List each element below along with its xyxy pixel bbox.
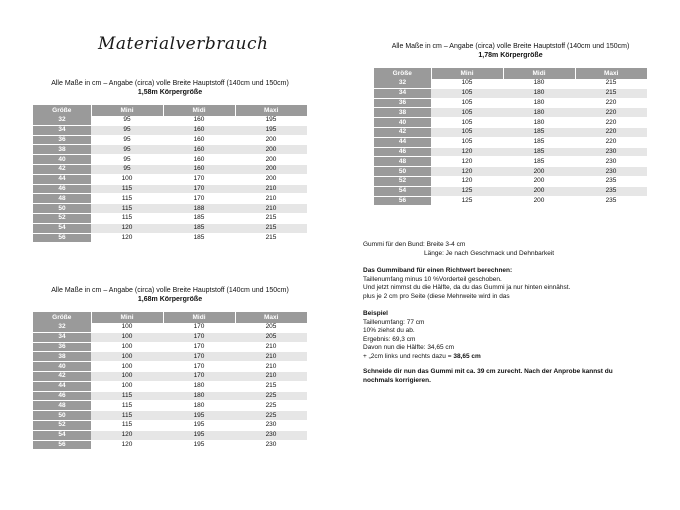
size-cell: 34 <box>33 332 91 342</box>
value-cell: 210 <box>235 362 307 372</box>
table-row <box>374 176 647 186</box>
value-cell: 200 <box>235 174 307 184</box>
value-cell: 170 <box>163 332 235 342</box>
value-cell: 195 <box>235 125 307 135</box>
example-result-prefix: + „2cm links und rechts dazu = <box>363 352 454 360</box>
table-block-158 <box>33 79 307 243</box>
table-row <box>33 323 307 332</box>
table-row <box>33 174 307 184</box>
value-cell: 185 <box>503 157 575 167</box>
size-cell: 38 <box>33 352 91 362</box>
size-cell: 50 <box>33 411 91 421</box>
value-cell: 120 <box>431 167 503 177</box>
value-cell: 105 <box>431 127 503 137</box>
table-row <box>374 108 647 118</box>
value-cell: 215 <box>235 233 307 243</box>
value-cell: 105 <box>431 79 503 88</box>
size-cell: 48 <box>374 157 431 167</box>
value-cell: 100 <box>91 174 163 184</box>
value-cell: 210 <box>235 352 307 362</box>
table-caption <box>374 42 647 60</box>
table-row <box>33 352 307 362</box>
value-cell: 195 <box>235 116 307 125</box>
table-row <box>374 127 647 137</box>
table-row <box>374 157 647 167</box>
column-header: Midi <box>163 105 235 116</box>
value-cell: 100 <box>91 381 163 391</box>
value-cell: 215 <box>575 79 647 88</box>
value-cell: 105 <box>431 88 503 98</box>
size-cell: 38 <box>374 108 431 118</box>
value-cell: 220 <box>575 137 647 147</box>
value-cell: 220 <box>575 127 647 137</box>
value-cell: 120 <box>431 176 503 186</box>
value-cell: 230 <box>575 147 647 157</box>
size-cell: 40 <box>33 155 91 165</box>
table-row <box>33 381 307 391</box>
value-cell: 230 <box>235 430 307 440</box>
value-cell: 170 <box>163 362 235 372</box>
size-cell: 56 <box>33 233 91 243</box>
example-line: Taillenumfang: 77 cm <box>363 318 425 326</box>
value-cell: 180 <box>163 401 235 411</box>
size-cell: 42 <box>374 127 431 137</box>
column-header: Größe <box>33 105 91 116</box>
value-cell: 185 <box>163 213 235 223</box>
value-cell: 100 <box>91 362 163 372</box>
value-cell: 180 <box>503 108 575 118</box>
value-cell: 230 <box>575 167 647 177</box>
size-cell: 52 <box>33 213 91 223</box>
header-row <box>33 312 307 323</box>
value-cell: 185 <box>163 223 235 233</box>
header-row <box>33 105 307 116</box>
table-row <box>374 88 647 98</box>
size-cell: 36 <box>33 135 91 145</box>
value-cell: 170 <box>163 342 235 352</box>
table-row <box>33 116 307 125</box>
calc-heading: Das Gummiband für einen Richtwert berechnen: <box>363 267 513 274</box>
table-row <box>33 223 307 233</box>
column-header: Mini <box>91 105 163 116</box>
value-cell: 120 <box>431 157 503 167</box>
gummi-width-text: Gummi für den Bund: Breite 3-4 cm <box>363 241 466 248</box>
value-cell: 100 <box>91 332 163 342</box>
value-cell: 105 <box>431 108 503 118</box>
table-row <box>33 401 307 411</box>
value-cell: 230 <box>575 157 647 167</box>
value-cell: 115 <box>91 401 163 411</box>
table-row <box>33 332 307 342</box>
size-cell: 44 <box>33 174 91 184</box>
caption-text: Alle Maße in cm – Angabe (circa) volle Breite Hauptstoff (140cm und 150cm) <box>51 287 289 294</box>
column-header: Mini <box>431 68 503 79</box>
value-cell: 125 <box>431 196 503 206</box>
value-cell: 105 <box>431 118 503 128</box>
table-body <box>374 79 647 206</box>
size-table <box>33 105 307 243</box>
calc-line: Taillenumfang minus 10 %Vorderteil geschoben. <box>363 275 502 283</box>
table-row <box>374 137 647 147</box>
value-cell: 195 <box>163 440 235 450</box>
table-row <box>374 186 647 196</box>
table-row <box>33 391 307 401</box>
value-cell: 100 <box>91 323 163 332</box>
height-label: 1,78m Körpergröße <box>478 52 543 59</box>
table-row <box>33 411 307 421</box>
value-cell: 230 <box>235 420 307 430</box>
value-cell: 100 <box>91 352 163 362</box>
final-note: nochmals korrigieren. <box>363 376 431 384</box>
table-row <box>374 147 647 157</box>
value-cell: 200 <box>503 196 575 206</box>
table-row <box>33 430 307 440</box>
table-row <box>33 194 307 204</box>
value-cell: 105 <box>431 98 503 108</box>
value-cell: 195 <box>163 420 235 430</box>
value-cell: 115 <box>91 204 163 214</box>
table-row <box>33 233 307 243</box>
value-cell: 205 <box>235 323 307 332</box>
table-row <box>33 440 307 450</box>
table-row <box>33 125 307 135</box>
value-cell: 115 <box>91 194 163 204</box>
value-cell: 115 <box>91 391 163 401</box>
table-row <box>33 371 307 381</box>
size-cell: 44 <box>33 381 91 391</box>
example-line: 10% ziehst du ab. <box>363 327 415 334</box>
value-cell: 170 <box>163 323 235 332</box>
example-result-line <box>363 353 663 362</box>
column-header: Größe <box>374 68 431 79</box>
example-result-value: 38,65 cm <box>453 352 481 360</box>
calc-line: plus je 2 cm pro Seite (diese Mehrweite wird in das <box>363 292 510 300</box>
value-cell: 200 <box>235 145 307 155</box>
value-cell: 120 <box>91 430 163 440</box>
value-cell: 120 <box>91 223 163 233</box>
size-cell: 48 <box>33 194 91 204</box>
size-cell: 36 <box>374 98 431 108</box>
header-row <box>374 68 647 79</box>
value-cell: 185 <box>163 233 235 243</box>
calc-line: Und jetzt nimmst du die Hälfte, da du das Gummi ja nur hinten einnähst. <box>363 284 571 291</box>
value-cell: 235 <box>575 196 647 206</box>
value-cell: 210 <box>235 342 307 352</box>
size-cell: 46 <box>33 184 91 194</box>
caption-text: Alle Maße in cm – Angabe (circa) volle Breite Hauptstoff (140cm und 150cm) <box>51 80 289 87</box>
value-cell: 160 <box>163 155 235 165</box>
size-cell: 36 <box>33 342 91 352</box>
value-cell: 120 <box>91 440 163 450</box>
height-label: 1,68m Körpergröße <box>137 296 203 303</box>
column-header: Midi <box>503 68 575 79</box>
size-cell: 34 <box>33 125 91 135</box>
value-cell: 115 <box>91 420 163 430</box>
size-cell: 54 <box>33 223 91 233</box>
table-row <box>33 155 307 165</box>
size-cell: 46 <box>374 147 431 157</box>
example-line: Ergebnis: 69,3 cm <box>363 335 416 343</box>
column-header: Maxi <box>235 105 307 116</box>
value-cell: 180 <box>503 118 575 128</box>
value-cell: 180 <box>163 381 235 391</box>
value-cell: 225 <box>235 411 307 421</box>
value-cell: 180 <box>503 88 575 98</box>
column-header: Mini <box>91 312 163 323</box>
value-cell: 95 <box>91 155 163 165</box>
size-cell: 50 <box>33 204 91 214</box>
value-cell: 210 <box>235 184 307 194</box>
table-row <box>374 79 647 88</box>
value-cell: 125 <box>431 186 503 196</box>
example-line: Davon nun die Hälfte: 34,65 cm <box>363 344 455 351</box>
value-cell: 195 <box>163 430 235 440</box>
table-block-168 <box>33 286 307 450</box>
size-cell: 42 <box>33 164 91 174</box>
table-caption <box>33 286 307 304</box>
size-cell: 32 <box>33 323 91 332</box>
table-row <box>33 164 307 174</box>
value-cell: 100 <box>91 342 163 352</box>
value-cell: 105 <box>431 137 503 147</box>
size-cell: 42 <box>33 371 91 381</box>
value-cell: 160 <box>163 135 235 145</box>
size-cell: 54 <box>33 430 91 440</box>
value-cell: 215 <box>235 213 307 223</box>
value-cell: 185 <box>503 147 575 157</box>
value-cell: 160 <box>163 125 235 135</box>
value-cell: 210 <box>235 371 307 381</box>
value-cell: 180 <box>163 391 235 401</box>
size-table <box>374 68 647 206</box>
size-cell: 56 <box>374 196 431 206</box>
size-table <box>33 312 307 450</box>
table-block-178 <box>374 42 647 206</box>
column-header: Maxi <box>235 312 307 323</box>
value-cell: 205 <box>235 332 307 342</box>
column-header: Midi <box>163 312 235 323</box>
value-cell: 115 <box>91 184 163 194</box>
value-cell: 160 <box>163 116 235 125</box>
value-cell: 115 <box>91 213 163 223</box>
size-cell: 48 <box>33 401 91 411</box>
value-cell: 200 <box>235 135 307 145</box>
value-cell: 170 <box>163 352 235 362</box>
value-cell: 220 <box>575 118 647 128</box>
value-cell: 195 <box>163 411 235 421</box>
table-row <box>33 135 307 145</box>
size-cell: 38 <box>33 145 91 155</box>
value-cell: 200 <box>503 186 575 196</box>
size-cell: 56 <box>33 440 91 450</box>
value-cell: 210 <box>235 194 307 204</box>
value-cell: 170 <box>163 194 235 204</box>
value-cell: 120 <box>431 147 503 157</box>
value-cell: 180 <box>503 79 575 88</box>
value-cell: 180 <box>503 98 575 108</box>
size-cell: 32 <box>33 116 91 125</box>
value-cell: 200 <box>235 164 307 174</box>
table-row <box>374 167 647 177</box>
size-cell: 34 <box>374 88 431 98</box>
table-caption <box>33 79 307 97</box>
value-cell: 220 <box>575 108 647 118</box>
value-cell: 188 <box>163 204 235 214</box>
example-heading: Beispiel <box>363 310 388 317</box>
size-cell: 50 <box>374 167 431 177</box>
column-header: Maxi <box>575 68 647 79</box>
value-cell: 95 <box>91 116 163 125</box>
size-cell: 54 <box>374 186 431 196</box>
size-cell: 46 <box>33 391 91 401</box>
table-body <box>33 116 307 243</box>
height-label: 1,58m Körpergröße <box>137 89 203 96</box>
instructions <box>363 241 663 385</box>
value-cell: 200 <box>503 176 575 186</box>
value-cell: 120 <box>91 233 163 243</box>
value-cell: 200 <box>235 155 307 165</box>
size-cell: 32 <box>374 79 431 88</box>
value-cell: 185 <box>503 137 575 147</box>
value-cell: 95 <box>91 125 163 135</box>
value-cell: 185 <box>503 127 575 137</box>
value-cell: 225 <box>235 391 307 401</box>
table-row <box>33 145 307 155</box>
value-cell: 160 <box>163 145 235 155</box>
value-cell: 200 <box>503 167 575 177</box>
value-cell: 215 <box>235 223 307 233</box>
value-cell: 115 <box>91 411 163 421</box>
value-cell: 95 <box>91 145 163 155</box>
table-row <box>33 204 307 214</box>
size-cell: 52 <box>33 420 91 430</box>
value-cell: 100 <box>91 371 163 381</box>
table-row <box>33 213 307 223</box>
table-row <box>33 420 307 430</box>
caption-text: Alle Maße in cm – Angabe (circa) volle Breite Hauptstoff (140cm und 150cm) <box>391 43 630 50</box>
value-cell: 215 <box>235 381 307 391</box>
value-cell: 230 <box>235 440 307 450</box>
table-row <box>374 196 647 206</box>
value-cell: 215 <box>575 88 647 98</box>
value-cell: 210 <box>235 204 307 214</box>
value-cell: 170 <box>163 371 235 381</box>
table-row <box>374 118 647 128</box>
size-cell: 40 <box>374 118 431 128</box>
size-cell: 40 <box>33 362 91 372</box>
value-cell: 225 <box>235 401 307 411</box>
final-note: Schneide dir nun das Gummi mit ca. 39 cm zurecht. Nach der Anprobe kannst du <box>363 368 613 375</box>
table-row <box>33 362 307 372</box>
value-cell: 170 <box>163 184 235 194</box>
value-cell: 95 <box>91 135 163 145</box>
table-body <box>33 323 307 450</box>
value-cell: 170 <box>163 174 235 184</box>
value-cell: 235 <box>575 186 647 196</box>
column-header: Größe <box>33 312 91 323</box>
table-row <box>33 342 307 352</box>
table-row <box>374 98 647 108</box>
value-cell: 160 <box>163 164 235 174</box>
value-cell: 95 <box>91 164 163 174</box>
gummi-length-text: Länge: Je nach Geschmack und Dehnbarkeit <box>424 249 555 257</box>
value-cell: 220 <box>575 98 647 108</box>
size-cell: 44 <box>374 137 431 147</box>
page-title: Materialverbrauch <box>98 34 269 54</box>
size-cell: 52 <box>374 176 431 186</box>
value-cell: 235 <box>575 176 647 186</box>
table-row <box>33 184 307 194</box>
